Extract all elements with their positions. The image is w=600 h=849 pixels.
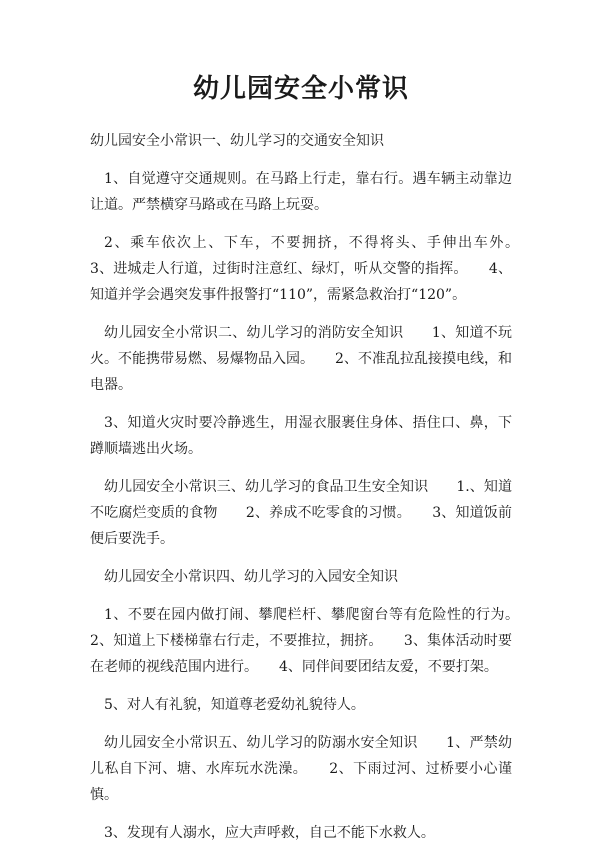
paragraph-fire-2: 3、知道火灾时要冷静逃生，用湿衣服裹住身体、捂住口、鼻，下蹲顺墙逃出火场。 xyxy=(90,415,512,457)
paragraph-food: 幼儿园安全小常识三、幼儿学习的食品卫生安全知识 1.、知道不吃腐烂变质的食物 2、养成不吃零食的习惯。 3、知道饭前便后要洗手。 xyxy=(90,479,512,547)
document-title: 幼儿园安全小常识 xyxy=(192,74,409,104)
section-heading-entry: 幼儿园安全小常识四、幼儿学习的入园安全知识 xyxy=(104,569,398,585)
paragraph-water-1: 幼儿园安全小常识五、幼儿学习的防溺水安全知识 1、严禁幼儿私自下河、塘、水库玩水洗澡。 2、下雨过河、过桥要小心谨慎。 xyxy=(90,735,512,803)
paragraph-water-2: 3、发现有人溺水，应大声呼救，自己不能下水救人。 xyxy=(104,825,435,841)
paragraph-traffic-1: 1、自觉遵守交通规则。在马路上行走，靠右行。遇车辆主动靠边让道。严禁横穿马路或在马路上玩耍。 xyxy=(90,171,512,213)
paragraph-entry-2: 5、对人有礼貌，知道尊老爱幼礼貌待人。 xyxy=(104,697,365,713)
paragraph-entry-1: 1、不要在园内做打闹、攀爬栏杆、攀爬窗台等有危险性的行为。 2、知道上下楼梯靠右行走，不要推拉，拥挤。 3、集体活动时要在老师的视线范围内进行。 4、同伴间要团结友爱，不要打架。 xyxy=(90,607,540,675)
paragraph-traffic-2: 2、乘车依次上、下车，不要拥挤，不得将头、手伸出车外。 3、进城走人行道，过街时注意红、绿灯，听从交警的指挥。 4、知道并学会遇突发事件报警打“110”，需紧急救治打“120”。 xyxy=(90,235,540,303)
paragraph-fire-1: 幼儿园安全小常识二、幼儿学习的消防安全知识 1、知道不玩火。不能携带易燃、易爆物品入园。 2、不准乱拉乱接摸电线，和电器。 xyxy=(90,325,512,393)
section-heading-traffic: 幼儿园安全小常识一、幼儿学习的交通安全知识 xyxy=(90,133,384,149)
